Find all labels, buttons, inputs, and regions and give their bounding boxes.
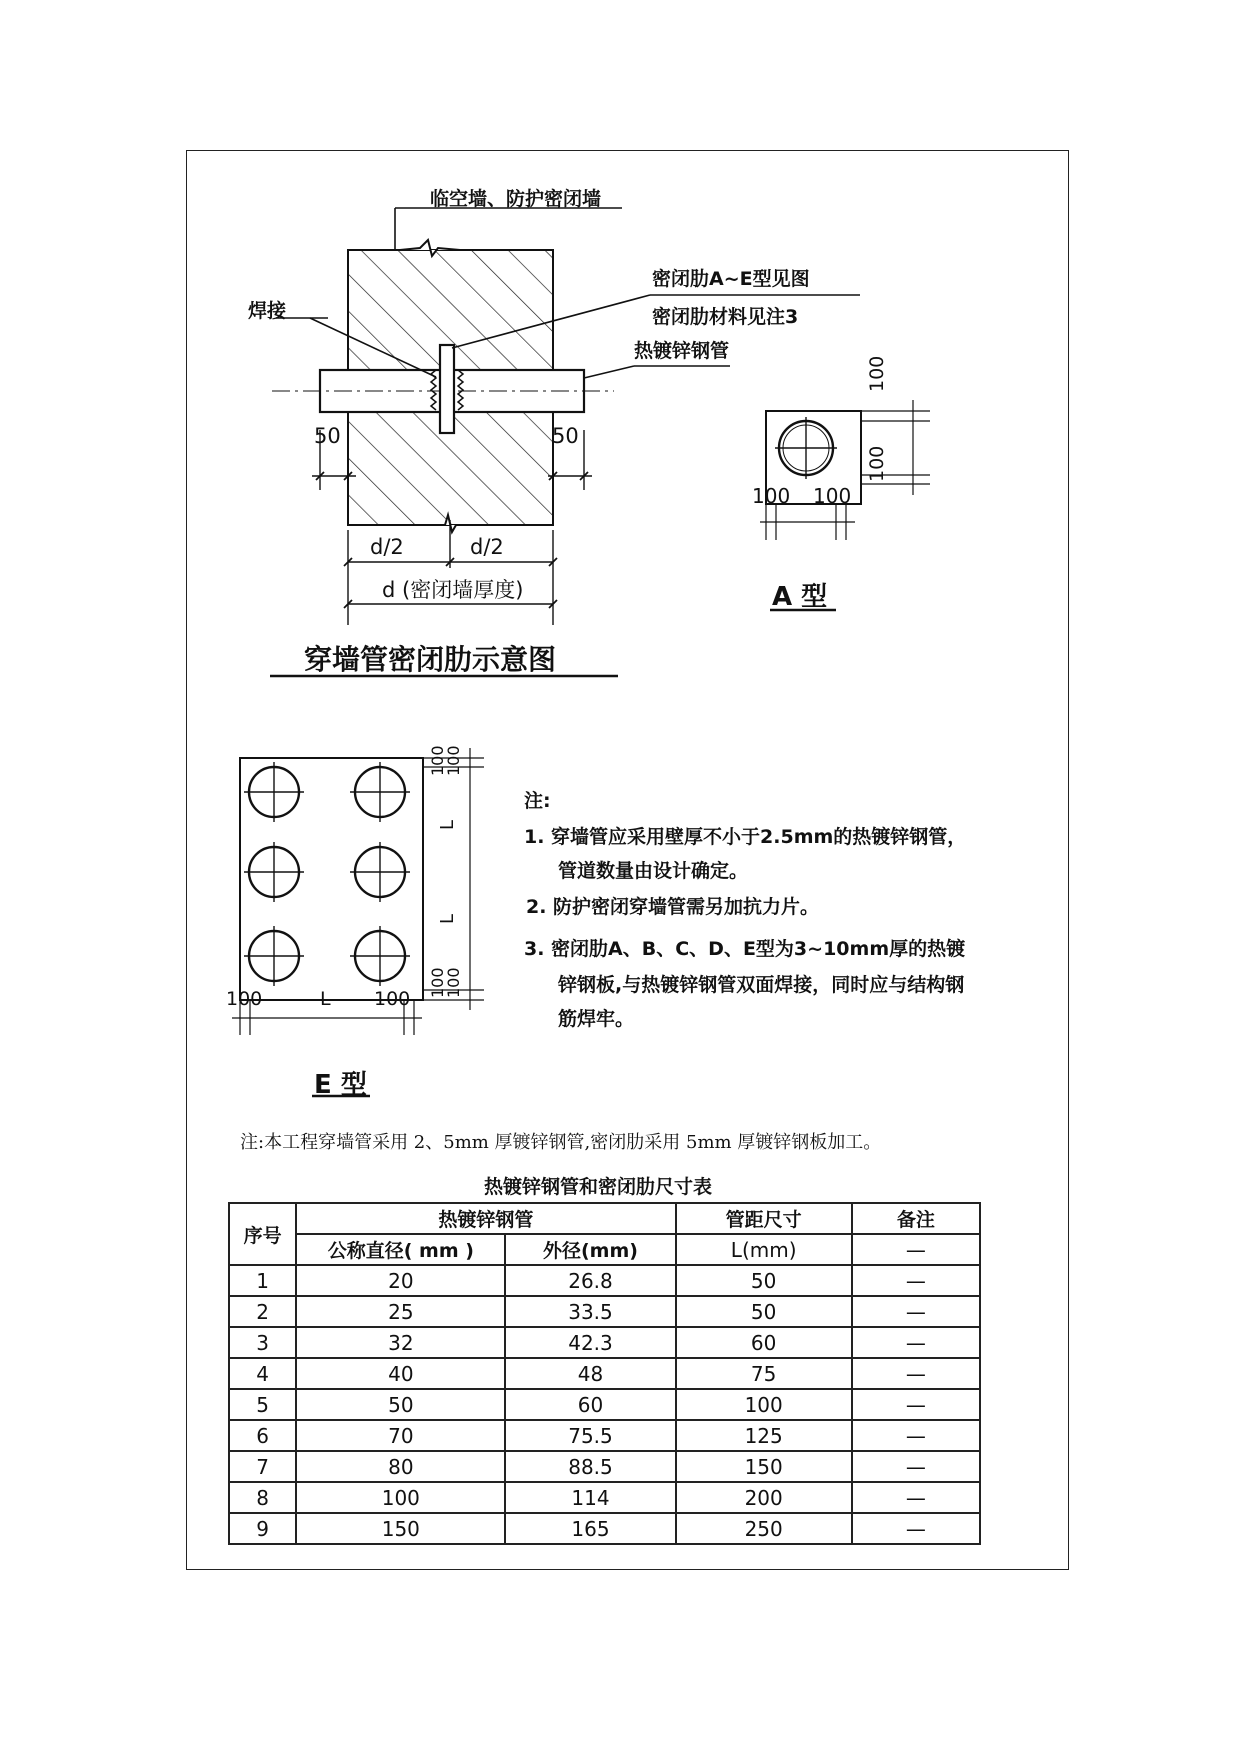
table-row	[229, 1389, 980, 1420]
note-2: 2. 防护密闭穿墙管需另加抗力片。	[526, 896, 820, 918]
row-outer: 60	[505, 1389, 675, 1420]
table-row	[229, 1358, 980, 1389]
type-e-label: E 型	[314, 1070, 367, 1100]
note-1a: 1. 穿墙管应采用壁厚不小于2.5mm的热镀锌钢管，	[524, 826, 967, 848]
header-spacing: 管距尺寸	[676, 1203, 852, 1234]
row-remark: —	[852, 1482, 980, 1513]
type-e-dim-L-h: L	[320, 988, 331, 1010]
type-a-dim-100-mid: 100	[866, 445, 888, 482]
row-outer: 114	[505, 1482, 675, 1513]
row-L: 125	[676, 1420, 852, 1451]
row-L: 150	[676, 1451, 852, 1482]
table-row	[229, 1451, 980, 1482]
note-1b: 管道数量由设计确定。	[558, 860, 749, 882]
rib-material-label: 密闭肋材料见注3	[652, 306, 799, 328]
type-e-dim-100-top1: 100	[428, 745, 447, 776]
note-3c: 筋焊牢。	[558, 1008, 635, 1030]
header-nominal: 公称直径( mm )	[296, 1234, 505, 1265]
note-3b: 锌钢板,与热镀锌钢管双面焊接，同时应与结构钢	[558, 974, 965, 996]
header-remark: 备注	[852, 1203, 980, 1234]
row-remark: —	[852, 1358, 980, 1389]
row-no: 3	[229, 1327, 296, 1358]
row-nominal: 25	[296, 1296, 505, 1327]
rib-types-label: 密闭肋A~E型见图	[652, 268, 810, 290]
row-remark: —	[852, 1327, 980, 1358]
row-L: 200	[676, 1482, 852, 1513]
table-row	[229, 1513, 980, 1544]
type-e-dim-100-left: 100	[226, 988, 263, 1010]
row-nominal: 40	[296, 1358, 505, 1389]
dim-half-right: d/2	[470, 535, 504, 559]
row-nominal: 150	[296, 1513, 505, 1544]
pipe	[272, 345, 614, 433]
row-outer: 26.8	[505, 1265, 675, 1296]
dim-50-left: 50	[314, 424, 341, 448]
table-row	[229, 1482, 980, 1513]
dim-half-left: d/2	[370, 535, 404, 559]
row-L: 50	[676, 1265, 852, 1296]
table-row	[229, 1265, 980, 1296]
type-e-dim-100-bot2: 100	[444, 967, 463, 998]
type-a-label: A 型	[772, 582, 828, 612]
row-no: 1	[229, 1265, 296, 1296]
weld-label: 焊接	[248, 300, 287, 322]
row-no: 8	[229, 1482, 296, 1513]
type-a-dim-100-bottom-right: 100	[813, 484, 852, 508]
row-nominal: 80	[296, 1451, 505, 1482]
type-e-dim-L-v2: L	[437, 913, 458, 924]
dim-d: d (密闭墙厚度)	[382, 578, 524, 602]
row-outer: 48	[505, 1358, 675, 1389]
header-L: L(mm)	[676, 1234, 852, 1265]
row-L: 75	[676, 1358, 852, 1389]
header-remark-dash: —	[852, 1234, 980, 1265]
row-outer: 42.3	[505, 1327, 675, 1358]
size-table	[228, 1202, 981, 1545]
row-outer: 88.5	[505, 1451, 675, 1482]
header-pipe: 热镀锌钢管	[296, 1203, 675, 1234]
row-nominal: 32	[296, 1327, 505, 1358]
row-nominal: 20	[296, 1265, 505, 1296]
row-L: 60	[676, 1327, 852, 1358]
type-a-dim-100-top: 100	[866, 355, 888, 392]
row-outer: 165	[505, 1513, 675, 1544]
header-no: 序号	[229, 1203, 296, 1265]
pipe-label: 热镀锌钢管	[634, 340, 730, 362]
row-no: 4	[229, 1358, 296, 1389]
row-remark: —	[852, 1296, 980, 1327]
row-outer: 75.5	[505, 1420, 675, 1451]
row-no: 2	[229, 1296, 296, 1327]
table-row	[229, 1327, 980, 1358]
row-L: 100	[676, 1389, 852, 1420]
row-L: 50	[676, 1296, 852, 1327]
wall-label: 临空墙、防护密闭墙	[430, 188, 602, 210]
dim-50-right: 50	[552, 424, 579, 448]
type-e-dim-100-top2: 100	[444, 745, 463, 776]
row-nominal: 50	[296, 1389, 505, 1420]
project-note: 注:本工程穿墙管采用 2、5mm 厚镀锌钢管,密闭肋采用 5mm 厚镀锌钢板加工。	[240, 1132, 882, 1153]
row-L: 250	[676, 1513, 852, 1544]
table-row	[229, 1296, 980, 1327]
header-outer: 外径(mm)	[505, 1234, 675, 1265]
type-e-dim-L-v1: L	[437, 819, 458, 830]
type-e-dim-100-right: 100	[374, 988, 411, 1010]
table-title: 热镀锌钢管和密闭肋尺寸表	[484, 1176, 713, 1198]
row-outer: 33.5	[505, 1296, 675, 1327]
note-3a: 3. 密闭肋A、B、C、D、E型为3~10mm厚的热镀	[524, 938, 966, 960]
main-diagram-title: 穿墙管密闭肋示意图	[304, 643, 557, 676]
row-remark: —	[852, 1451, 980, 1482]
type-e-dim-100-bot1: 100	[428, 967, 447, 998]
row-remark: —	[852, 1265, 980, 1296]
row-no: 6	[229, 1420, 296, 1451]
row-remark: —	[852, 1389, 980, 1420]
row-no: 9	[229, 1513, 296, 1544]
notes-heading: 注:	[524, 790, 551, 812]
row-no: 7	[229, 1451, 296, 1482]
row-remark: —	[852, 1513, 980, 1544]
row-nominal: 70	[296, 1420, 505, 1451]
table-row	[229, 1420, 980, 1451]
row-no: 5	[229, 1389, 296, 1420]
type-a-dim-100-bottom-left: 100	[752, 484, 791, 508]
row-nominal: 100	[296, 1482, 505, 1513]
row-remark: —	[852, 1420, 980, 1451]
